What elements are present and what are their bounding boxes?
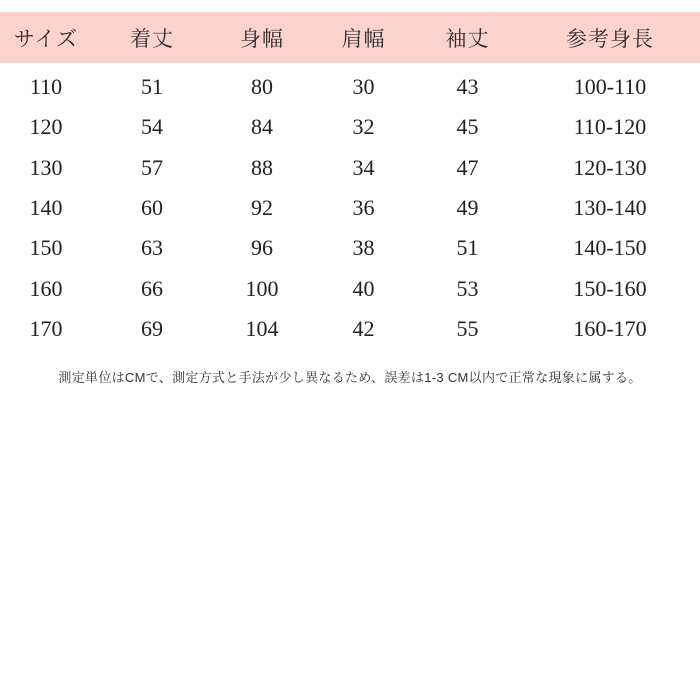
table-cell-row6: 104 <box>245 315 279 341</box>
table-cell-row0: 80 <box>251 74 273 100</box>
column-header-body-width: 身幅 <box>240 27 284 51</box>
table-cell-row1: 120 <box>29 114 63 140</box>
table-cell-row2: 88 <box>251 154 273 180</box>
table-cell-row6: 170 <box>29 315 63 341</box>
table-cell-row5: 66 <box>141 275 163 301</box>
table-cell-row3: 60 <box>141 195 163 221</box>
column-header-shoulder-width: 肩幅 <box>341 27 386 51</box>
table-cell-row2: 57 <box>141 154 163 180</box>
table-cell-row4: 51 <box>456 235 479 261</box>
measurement-note: 測定単位はCMで、測定方式と手法が少し異なるため、誤差は1-3 CM以内で正常な現象に属する。 <box>58 370 642 385</box>
table-cell-row5: 40 <box>352 275 375 301</box>
table-cell-row5: 150-160 <box>573 275 647 301</box>
table-cell-row4: 140-150 <box>573 235 647 261</box>
column-header-reference-height: 参考身長 <box>566 27 654 51</box>
table-cell-row1: 84 <box>251 114 273 140</box>
column-header-sleeve-length: 袖丈 <box>445 27 490 51</box>
table-cell-row6: 55 <box>456 315 479 341</box>
table-cell-row5: 100 <box>245 275 279 301</box>
table-cell-row1: 54 <box>141 114 163 140</box>
table-cell-row3: 130-140 <box>573 195 647 221</box>
table-cell-row1: 45 <box>456 114 479 140</box>
table-cell-row6: 69 <box>141 315 163 341</box>
table-cell-row4: 38 <box>352 235 375 261</box>
column-header-body-length: 着丈 <box>130 27 174 51</box>
table-cell-row0: 43 <box>456 74 479 100</box>
table-cell-row4: 150 <box>29 235 63 261</box>
table-cell-row5: 53 <box>456 275 479 301</box>
table-cell-row2: 120-130 <box>573 154 647 180</box>
table-cell-row3: 140 <box>29 195 63 221</box>
table-cell-row6: 160-170 <box>573 315 647 341</box>
table-cell-row0: 110 <box>29 74 63 100</box>
table-cell-row0: 100-110 <box>573 74 647 100</box>
table-cell-row3: 92 <box>251 195 273 221</box>
size-chart-header-row <box>0 12 700 63</box>
table-cell-row0: 51 <box>141 74 163 100</box>
table-cell-row2: 130 <box>29 154 63 180</box>
table-cell-row3: 36 <box>352 195 375 221</box>
table-cell-row6: 42 <box>352 315 375 341</box>
size-chart-body <box>0 63 700 349</box>
table-cell-row0: 30 <box>352 74 375 100</box>
table-cell-row4: 96 <box>251 235 273 261</box>
table-cell-row1: 110-120 <box>573 114 647 140</box>
table-cell-row1: 32 <box>352 114 375 140</box>
table-cell-row5: 160 <box>29 275 63 301</box>
table-cell-row2: 34 <box>352 154 375 180</box>
table-cell-row3: 49 <box>456 195 479 221</box>
table-cell-row4: 63 <box>141 235 163 261</box>
table-cell-row2: 47 <box>456 154 479 180</box>
column-header-size: サイズ <box>13 27 79 51</box>
